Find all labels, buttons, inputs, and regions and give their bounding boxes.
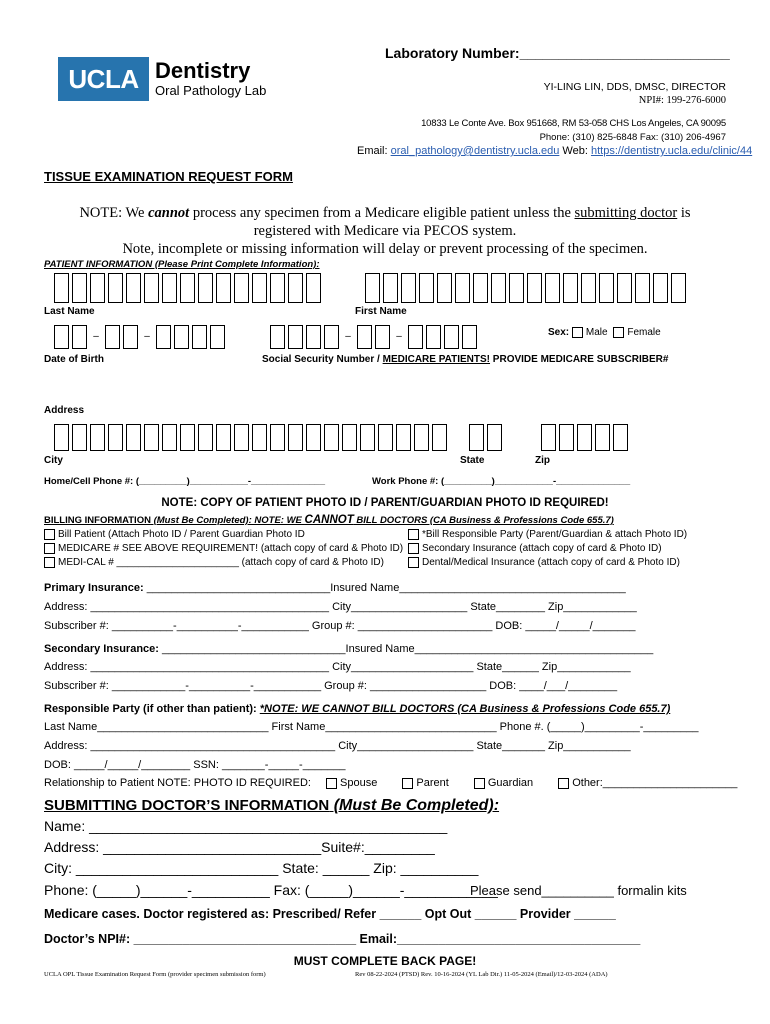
web-label: Web: [562,145,588,157]
web-link[interactable]: https://dentistry.ucla.edu/clinic/44 [590,145,753,157]
incomplete-note: Note, incomplete or missing information will delay or prevent processing of the specimen. [122,241,648,257]
parent-checkbox[interactable] [402,778,413,789]
back-page-note: MUST COMPLETE BACK PAGE! [293,954,477,968]
lab-phone-fax: Phone: (310) 825-6848 Fax: (310) 206-4967 [539,132,726,143]
last-name-boxes[interactable] [54,273,324,303]
medicare-checkbox[interactable] [44,543,55,554]
form-title: TISSUE EXAMINATION REQUEST FORM [44,169,293,184]
responsible-dob-line[interactable]: DOB: _____/_____/________ SSN: _______-_____-_______ [44,759,346,771]
zip-boxes[interactable] [541,424,631,451]
bill-patient-option[interactable]: Bill Patient (Attach Photo ID / Parent Guardian Photo ID [44,528,403,542]
email-link[interactable]: oral_pathology@dentistry.ucla.edu [390,145,560,157]
city-boxes[interactable] [54,424,450,451]
last-name-label: Last Name [44,306,95,317]
city-label: City [44,455,63,466]
dob-boxes[interactable]: – – [54,325,228,349]
formalin-kits-field[interactable]: Please send__________ formalin kits [470,883,687,898]
spouse-checkbox[interactable] [326,778,337,789]
doctor-phone-field[interactable]: Phone: (_____)______-__________ Fax: (_____)______-____________ [44,882,498,898]
secondary-subscriber-line[interactable]: Subscriber #: ____________-__________-___________ Group #: ___________________ DOB: ____/___/________ [44,680,618,692]
medicare-note-line2: registered with Medicare via PECOS system. [253,223,517,239]
lab-number-label: Laboratory Number:___________________________ [385,45,730,61]
dental-medical-option[interactable]: Dental/Medical Insurance (attach copy of card & Photo ID) [408,556,687,570]
contact-line [357,145,752,157]
work-phone-field[interactable]: Work Phone #: (_________)___________-______________ [372,476,631,487]
responsible-party-heading: Responsible Party (if other than patient): *NOTE: WE CANNOT BILL DOCTORS (CA Business & Professions Code 655.7) [44,703,671,715]
secondary-insurance-line[interactable]: Secondary Insurance: ______________________________Insured Name_______________________________________ [44,643,654,655]
address-label: Address [44,405,85,416]
other-checkbox[interactable] [558,778,569,789]
secondary-insurance-checkbox[interactable] [408,543,419,554]
patient-info-heading: PATIENT INFORMATION (Please Print Complete Information): [44,259,320,270]
footer-right: Rev 08-22-2024 (PTSD) Rev. 10-16-2024 (YL Lab Dir.) 11-05-2024 (Email)/12-03-2024 (ADA) [355,971,608,978]
doctor-info-heading: SUBMITTING DOCTOR’S INFORMATION (Must Be Completed): [44,797,500,814]
email-label: Email: [357,145,388,157]
doctor-address-field[interactable]: Address: ____________________________Suite#:_________ [44,839,435,855]
sex-field [548,327,661,338]
relationship-label: Relationship to Patient NOTE: PHOTO ID REQUIRED: [44,777,311,789]
medicare-registration-line[interactable]: Medicare cases. Doctor registered as: Prescribed/ Refer ______ Opt Out ______ Provider ______ [44,907,616,921]
oral-pathology-lab-text: Oral Pathology Lab [155,83,267,98]
state-boxes[interactable] [469,424,505,451]
male-label: Male [585,327,608,339]
home-phone-field[interactable]: Home/Cell Phone #: (_________)___________-______________ [44,476,325,487]
doctor-name-field[interactable]: Name: ______________________________________________ [44,818,448,834]
ssn-label: Social Security Number / MEDICARE PATIENTS! PROVIDE MEDICARE SUBSCRIBER# [262,354,669,365]
photo-id-note: NOTE: COPY OF PATIENT PHOTO ID / PARENT/GUARDIAN PHOTO ID REQUIRED! [161,497,609,509]
doctor-city-field[interactable]: City: __________________________ State: ______ Zip: __________ [44,860,479,876]
ucla-logo: UCLA [58,57,149,101]
first-name-boxes[interactable] [365,273,689,303]
primary-insurance-line[interactable]: Primary Insurance: ______________________________Insured Name_____________________________________ [44,582,626,594]
bill-responsible-option[interactable]: *Bill Responsible Party (Parent/Guardian & attach Photo ID) [408,528,687,542]
state-label: State [460,455,485,466]
male-checkbox[interactable] [572,327,583,338]
female-checkbox[interactable] [613,327,624,338]
female-label: Female [627,327,661,339]
doctor-npi-email-line[interactable]: Doctor’s NPI#: ________________________________ Email:___________________________________ [44,932,641,946]
secondary-address-line[interactable]: Address: _______________________________________ City____________________ State______ Zip____________ [44,661,631,673]
npi-line: NPI#: 199-276-6000 [638,95,726,106]
medicare-option[interactable]: MEDICARE # SEE ABOVE REQUIREMENT! (attach copy of card & Photo ID) [44,542,403,556]
bill-patient-checkbox[interactable] [44,529,55,540]
ssn-boxes[interactable]: – – [270,325,480,349]
first-name-label: First Name [355,306,407,317]
guardian-checkbox[interactable] [474,778,485,789]
bill-responsible-checkbox[interactable] [408,529,419,540]
dentistry-logo-text: Dentistry [155,58,251,83]
medi-cal-checkbox[interactable] [44,557,55,568]
secondary-insurance-option[interactable]: Secondary Insurance (attach copy of card & Photo ID) [408,542,687,556]
dental-medical-checkbox[interactable] [408,557,419,568]
medi-cal-option[interactable]: MEDI-CAL # ______________________ (attach copy of card & Photo ID) [44,556,403,570]
relationship-line: Relationship to Patient NOTE: PHOTO ID REQUIRED: Spouse Parent Guardian Other:______________________ [44,777,738,789]
director-line: YI-LING LIN, DDS, DMSC, DIRECTOR [543,81,726,93]
primary-address-line[interactable]: Address: _______________________________________ City___________________ State________ Zip____________ [44,601,637,613]
primary-subscriber-line[interactable]: Subscriber #: __________-__________-___________ Group #: ______________________ DOB: _____/_____/_______ [44,620,636,632]
dob-label: Date of Birth [44,354,104,365]
medicare-note-line1: NOTE: We cannot process any specimen from a Medicare eligible patient unless the submitting doctor is [79,205,691,221]
footer-left: UCLA OPL Tissue Examination Request Form (provider specimen submission form) [44,971,266,978]
billing-options-right [408,528,687,570]
responsible-name-line[interactable]: Last Name____________________________ First Name____________________________ Phone #. (_____)_________-_________ [44,721,699,733]
billing-options-left [44,528,403,570]
billing-heading: BILLING INFORMATION (Must Be Completed): NOTE: WE CANNOT BILL DOCTORS (CA Business & Professions Code 655.7) [44,514,614,526]
zip-label: Zip [535,455,550,466]
sex-label: Sex: [548,327,570,339]
lab-address: 10833 Le Conte Ave. Box 951668, RM 53-058 CHS Los Angeles, CA 90095 [421,118,726,129]
responsible-address-line[interactable]: Address: ________________________________________ City___________________ State_______ Zip___________ [44,740,631,752]
